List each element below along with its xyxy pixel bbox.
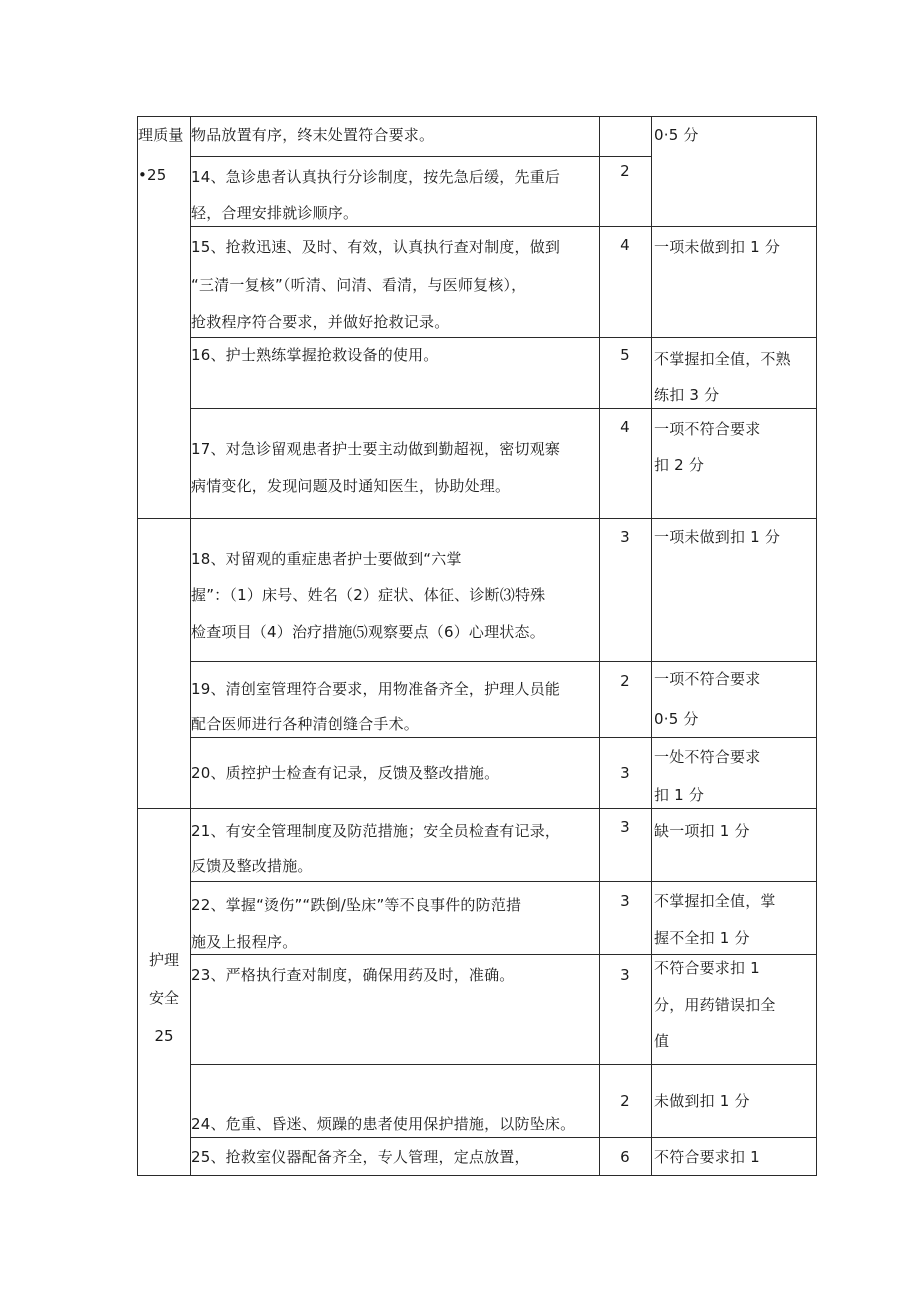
section-label-safety-line2: 安全 [148, 989, 179, 1007]
criterion-r21-line2: 反馈及整改措施。 [191, 857, 313, 875]
section-label-quality-line2: •25 [138, 166, 167, 184]
section-label-safety-line3: 25 [154, 1027, 174, 1045]
deduction-r16-line1: 不掌握扣全值，不熟 [654, 350, 791, 368]
score-r19: 2 [620, 672, 630, 690]
deduction-r25-line1: 不符合要求扣 1 [654, 1148, 760, 1166]
criterion-r18-line2: 握”：（1）床号、姓名（2）症状、体征、诊断⑶特殊 [191, 586, 546, 604]
deduction-r22-line2: 握不全扣 1 分 [654, 929, 750, 947]
deduction-r19-line2: 0·5 分 [654, 710, 699, 728]
deduction-r23-line1: 不符合要求扣 1 [654, 959, 760, 977]
criterion-r25-line1: 25、抢救室仪器配备齐全，专人管理，定点放置， [191, 1148, 530, 1166]
deduction-r20-line1: 一处不符合要求 [654, 748, 761, 766]
criterion-r19-line2: 配合医师进行各种清创缝合手术。 [191, 715, 420, 733]
score-r25: 6 [620, 1148, 630, 1166]
score-r21: 3 [620, 818, 630, 836]
criterion-r15-line2: “三清一复核”（听清、问清、看清，与医师复核）， [191, 276, 527, 294]
deduction-r19-line1: 一项不符合要求 [654, 670, 761, 688]
deduction-r24-line1: 未做到扣 1 分 [654, 1092, 750, 1110]
deduction-r15-line1: 一项未做到扣 1 分 [654, 238, 781, 256]
criterion-r14-line2: 轻，合理安排就诊顺序。 [191, 204, 359, 222]
criterion-r17-line2: 病情变化，发现问题及时通知医生，协助处理。 [191, 477, 511, 495]
deduction-r18-line1: 一项未做到扣 1 分 [654, 528, 781, 546]
criterion-r18-line3: 检查项目（4）治疗措施⑸观察要点（6）心理状态。 [191, 623, 545, 641]
score-r22: 3 [620, 892, 630, 910]
score-r17: 4 [620, 418, 630, 436]
criterion-r22-line1: 22、掌握“烫伤”“跌倒/坠床”等不良事件的防范措 [191, 896, 522, 914]
score-r20: 3 [620, 764, 630, 782]
criterion-r22-line2: 施及上报程序。 [191, 933, 298, 951]
deduction-r16-line2: 练扣 3 分 [654, 386, 720, 404]
score-r18: 3 [620, 528, 630, 546]
criterion-r18-line1: 18、对留观的重症患者护士要做到“六掌 [191, 550, 462, 568]
deduction-r13-line1: 0·5 分 [654, 126, 699, 144]
criterion-r24-line1: 24、危重、昏迷、烦躁的患者使用保护措施，以防坠床。 [191, 1115, 576, 1133]
deduction-r22-line1: 不掌握扣全值，掌 [654, 892, 776, 910]
criterion-r21-line1: 21、有安全管理制度及防范措施；安全员检查有记录， [191, 822, 561, 840]
section-label-safety-line1: 护理 [148, 951, 179, 969]
score-r16: 5 [620, 346, 630, 364]
deduction-r20-line2: 扣 1 分 [654, 786, 705, 804]
deduction-r21-line1: 缺一项扣 1 分 [654, 822, 750, 840]
deduction-r17-line2: 扣 2 分 [654, 456, 705, 474]
deduction-r23-line3: 值 [654, 1032, 670, 1050]
section-label-quality-line1: 理质量 [138, 126, 184, 144]
criterion-r23-line1: 23、严格执行查对制度，确保用药及时，准确。 [191, 966, 515, 984]
criterion-r14-line1: 14、急诊患者认真执行分诊制度，按先急后缓，先重后 [191, 168, 561, 186]
criterion-r13-line1: 物品放置有序，终末处置符合要求。 [191, 126, 435, 144]
score-r15: 4 [620, 236, 630, 254]
criterion-r20-line1: 20、质控护士检查有记录，反馈及整改措施。 [191, 764, 500, 782]
criterion-r19-line1: 19、清创室管理符合要求，用物准备齐全，护理人员能 [191, 680, 561, 698]
score-r23: 3 [620, 966, 630, 984]
criterion-r17-line1: 17、对急诊留观患者护士要主动做到勤超视，密切观寨 [191, 440, 561, 458]
score-r24: 2 [620, 1092, 630, 1110]
deduction-r17-line1: 一项不符合要求 [654, 420, 761, 438]
criterion-r15-line3: 抢救程序符合要求，并做好抢救记录。 [191, 313, 450, 331]
criterion-r15-line1: 15、抢救迅速、及时、有效，认真执行查对制度，做到 [191, 238, 561, 256]
deduction-r23-line2: 分，用药错误扣全 [654, 996, 776, 1014]
score-r14: 2 [620, 162, 630, 180]
criterion-r16-line1: 16、护士熟练掌握抢救设备的使用。 [191, 346, 439, 364]
